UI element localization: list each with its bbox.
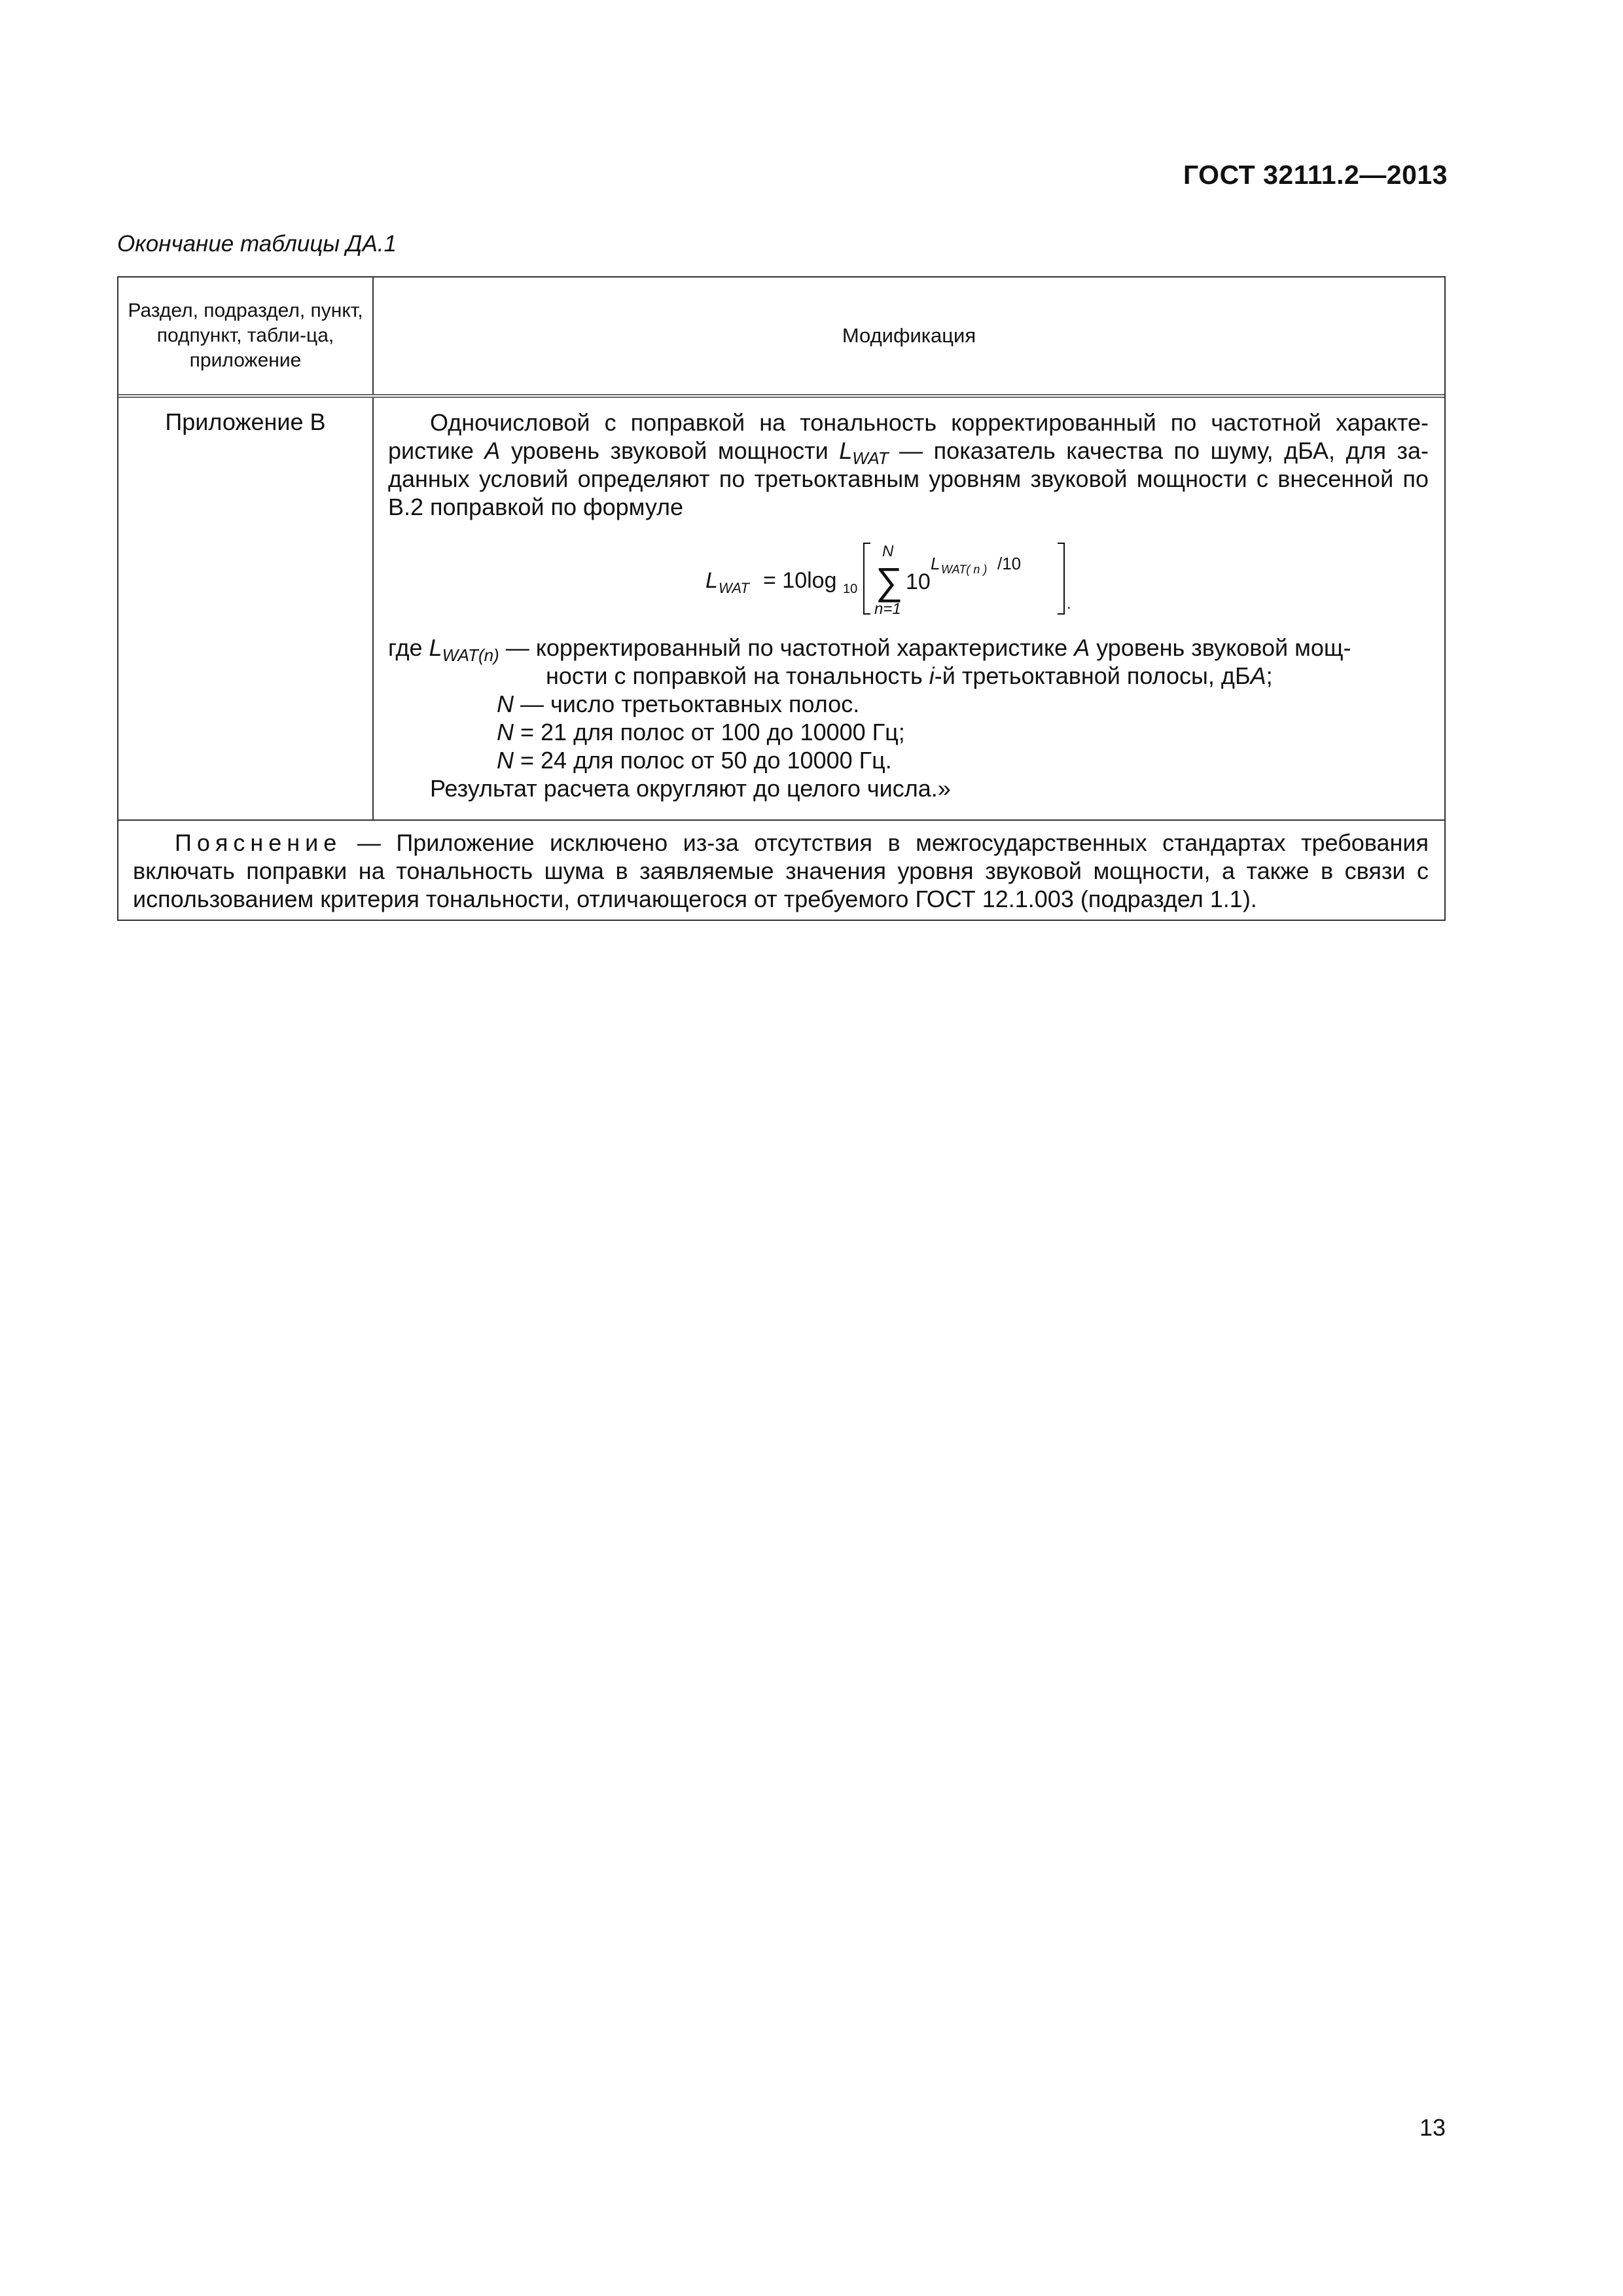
formula — [388, 541, 1429, 619]
exponent-tail: /10 — [997, 554, 1022, 573]
table-row — [118, 398, 1444, 821]
text-fragment: уровень звуковой мощности — [500, 437, 840, 464]
sum-lower: n=1 — [874, 600, 901, 618]
result-note: Результат расчета округляют до целого числа.» — [430, 775, 951, 802]
explanation-note — [118, 821, 1444, 920]
formula-trail: . — [1067, 595, 1071, 613]
modification-cell — [374, 398, 1444, 819]
document-code: ГОСТ 32111.2—2013 — [1183, 160, 1448, 190]
where-line — [388, 634, 1429, 665]
text-fragment: Одночисловой с поправкой на тональность корректированный по частотной характе-ристике — [388, 409, 1429, 464]
table-caption: Окончание таблицы ДА.1 — [117, 231, 397, 257]
symbol-n: N — [497, 747, 514, 774]
symbol-i: i — [929, 662, 935, 689]
symbol-a: А — [1074, 634, 1090, 661]
text-fragment: -й третьоктавной полосы, дБ — [934, 662, 1251, 689]
n-value-50 — [497, 746, 1429, 774]
text-fragment: — число третьоктавных полос. — [514, 691, 860, 717]
text-fragment: — показатель качества по шуму, дБА, для за-данных условий определяют по третьоктавным уровням звуковой мощности с внесенной по В.2 поправкой по формуле — [388, 437, 1429, 520]
right-bracket — [1058, 543, 1064, 614]
subscript-wat-n: WAT(n) — [442, 645, 499, 665]
text-fragment: ности с поправкой на тональность — [546, 662, 929, 689]
symbol-l: L — [839, 437, 853, 464]
symbol-a: А — [1250, 662, 1266, 689]
text-fragment: ; — [1266, 662, 1273, 689]
formula-base: 10 — [906, 569, 931, 594]
header-modification-column: Модификация — [842, 324, 976, 347]
formula-log-base: 10 — [843, 582, 858, 596]
left-bracket — [864, 543, 870, 614]
exponent-l: L — [931, 554, 940, 573]
formula-graphic — [705, 541, 1111, 619]
table-header-row — [118, 278, 1444, 398]
where-continuation — [546, 662, 1429, 690]
text-fragment: где — [388, 634, 429, 661]
formula-lhs-l: L — [705, 568, 718, 593]
text-fragment: = 21 для полос от 100 до 10000 Гц; — [514, 719, 905, 745]
symbol-n: N — [497, 719, 514, 745]
text-fragment: = 24 для полос от 50 до 10000 Гц. — [514, 747, 892, 774]
text-fragment: уровень звуковой мощ- — [1090, 634, 1351, 661]
formula-lhs-sub: WAT — [719, 580, 749, 596]
n-value-100 — [497, 718, 1429, 746]
subscript-wat: WAT — [852, 448, 889, 468]
formula-eq: = 10log — [763, 568, 837, 593]
symbol-a: А — [484, 437, 501, 464]
sum-sign: ∑ — [876, 560, 903, 603]
note-text: — Приложение исключено из-за отсутствия в межгосударственных стандартах требования включать поправки на тональность шума в заявляемые значения уровня звуковой мощности, а также в связи с использованием критерия тональности, отличающегося от требуемого ГОСТ 12.1.003 (подраздел 1.1). — [133, 829, 1429, 912]
page-number: 13 — [1419, 2114, 1446, 2141]
sum-upper: N — [882, 543, 894, 560]
n-definition — [497, 690, 1429, 718]
note-heading: Пояснение — [175, 829, 342, 856]
symbol-l: L — [429, 634, 442, 661]
definition-paragraph — [388, 408, 1429, 521]
text-fragment: — корректированный по частотной характеристике — [499, 634, 1075, 661]
section-cell: Приложение В — [118, 398, 374, 819]
modification-table — [117, 276, 1446, 921]
header-section-column: Раздел, подраздел, пункт, подпункт, табли-ца, приложение — [118, 278, 374, 394]
exponent-sub: WAT( n ) — [941, 563, 988, 576]
symbol-n: N — [497, 691, 514, 717]
